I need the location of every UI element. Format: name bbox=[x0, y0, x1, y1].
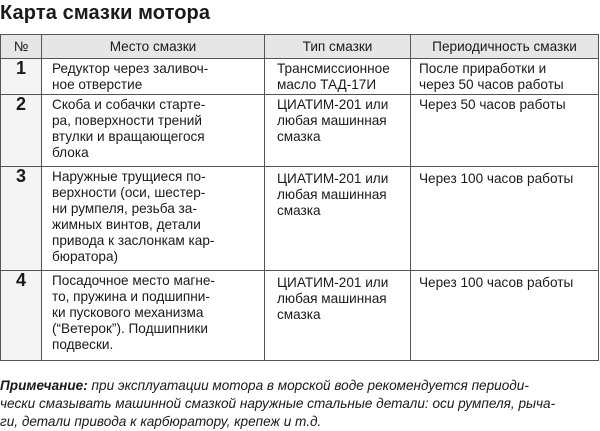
cell-line: блока bbox=[52, 145, 89, 160]
cell-place bbox=[42, 271, 265, 361]
cell-line: подвески. bbox=[52, 337, 114, 352]
table-row bbox=[1, 95, 599, 167]
cell-line: привода к заслонкам кар- bbox=[52, 233, 215, 248]
cell-type bbox=[265, 271, 411, 361]
cell-line: После приработки и bbox=[419, 61, 547, 76]
row-number: 3 bbox=[1, 167, 42, 271]
table-row bbox=[1, 167, 599, 271]
lubrication-table bbox=[0, 34, 599, 361]
cell-line: ЦИАТИМ-201 или bbox=[277, 171, 389, 186]
cell-period bbox=[411, 167, 599, 271]
cell-line: то, пружина и подшипни- bbox=[52, 289, 210, 304]
footnote-line: при эксплуатации мотора в морской воде рекомендуется периоди- bbox=[87, 378, 529, 393]
cell-line: (“Ветерок”). Подшипники bbox=[52, 321, 209, 336]
cell-type bbox=[265, 59, 411, 95]
cell-line: Через 50 часов работы bbox=[419, 97, 566, 112]
header-type: Тип смазки bbox=[265, 35, 411, 59]
cell-period bbox=[411, 59, 599, 95]
cell-line: любая машинная bbox=[277, 187, 387, 202]
cell-place bbox=[42, 95, 265, 167]
cell-line: втулки и вращающегося bbox=[52, 129, 205, 144]
header-period: Периодичность смазки bbox=[411, 35, 599, 59]
cell-line: Скоба и собачки стартe- bbox=[52, 97, 206, 112]
cell-line: жимных винтов, детали bbox=[52, 217, 201, 232]
cell-line: Редуктор через заливоч- bbox=[52, 61, 209, 76]
table-row bbox=[1, 59, 599, 95]
cell-line: через 50 часов работы bbox=[419, 77, 564, 92]
cell-line: любая машинная bbox=[277, 113, 387, 128]
cell-line: ки пускового механизма bbox=[52, 305, 204, 320]
cell-type bbox=[265, 95, 411, 167]
footnote-line: ги, детали привода к карбюратору, крепеж и т.д. bbox=[0, 414, 322, 429]
table-row bbox=[1, 271, 599, 361]
cell-line: смазка bbox=[277, 203, 321, 218]
cell-line: Трансмиссионное bbox=[277, 61, 390, 76]
cell-line: бюратора) bbox=[52, 249, 119, 264]
cell-line: ЦИАТИМ-201 или bbox=[277, 275, 389, 290]
header-number: № bbox=[1, 35, 42, 59]
footnote bbox=[0, 377, 598, 431]
cell-place bbox=[42, 59, 265, 95]
table-header-row bbox=[1, 35, 599, 59]
cell-place bbox=[42, 167, 265, 271]
cell-period bbox=[411, 271, 599, 361]
cell-line: масло ТАД-17И bbox=[277, 77, 377, 92]
cell-line: ное отверстие bbox=[52, 77, 143, 92]
row-number: 1 bbox=[1, 59, 42, 95]
cell-line: ни румпеля, резьба за- bbox=[52, 201, 197, 216]
cell-line: Через 100 часов работы bbox=[419, 275, 574, 290]
cell-line: Через 100 часов работы bbox=[419, 171, 574, 186]
cell-line: смазка bbox=[277, 307, 321, 322]
cell-line: Наружные трущиеся по- bbox=[52, 169, 206, 184]
cell-line: смазка bbox=[277, 129, 321, 144]
cell-type bbox=[265, 167, 411, 271]
footnote-label: Примечание: bbox=[0, 378, 88, 393]
cell-line: любая машинная bbox=[277, 291, 387, 306]
footnote-line: чески смазывать машинной смазкой наружные стальные детали: оси румпеля, рыча- bbox=[0, 396, 556, 411]
page-title: Карта смазки мотора bbox=[0, 2, 211, 24]
cell-line: ра, поверхности трений bbox=[52, 113, 202, 128]
row-number: 2 bbox=[1, 95, 42, 167]
cell-line: ЦИАТИМ-201 или bbox=[277, 97, 389, 112]
cell-period bbox=[411, 95, 599, 167]
row-number: 4 bbox=[1, 271, 42, 361]
header-place: Место смазки bbox=[42, 35, 265, 59]
cell-line: Посадочное место магне- bbox=[52, 273, 215, 288]
cell-line: верхности (оси, шестер- bbox=[52, 185, 206, 200]
